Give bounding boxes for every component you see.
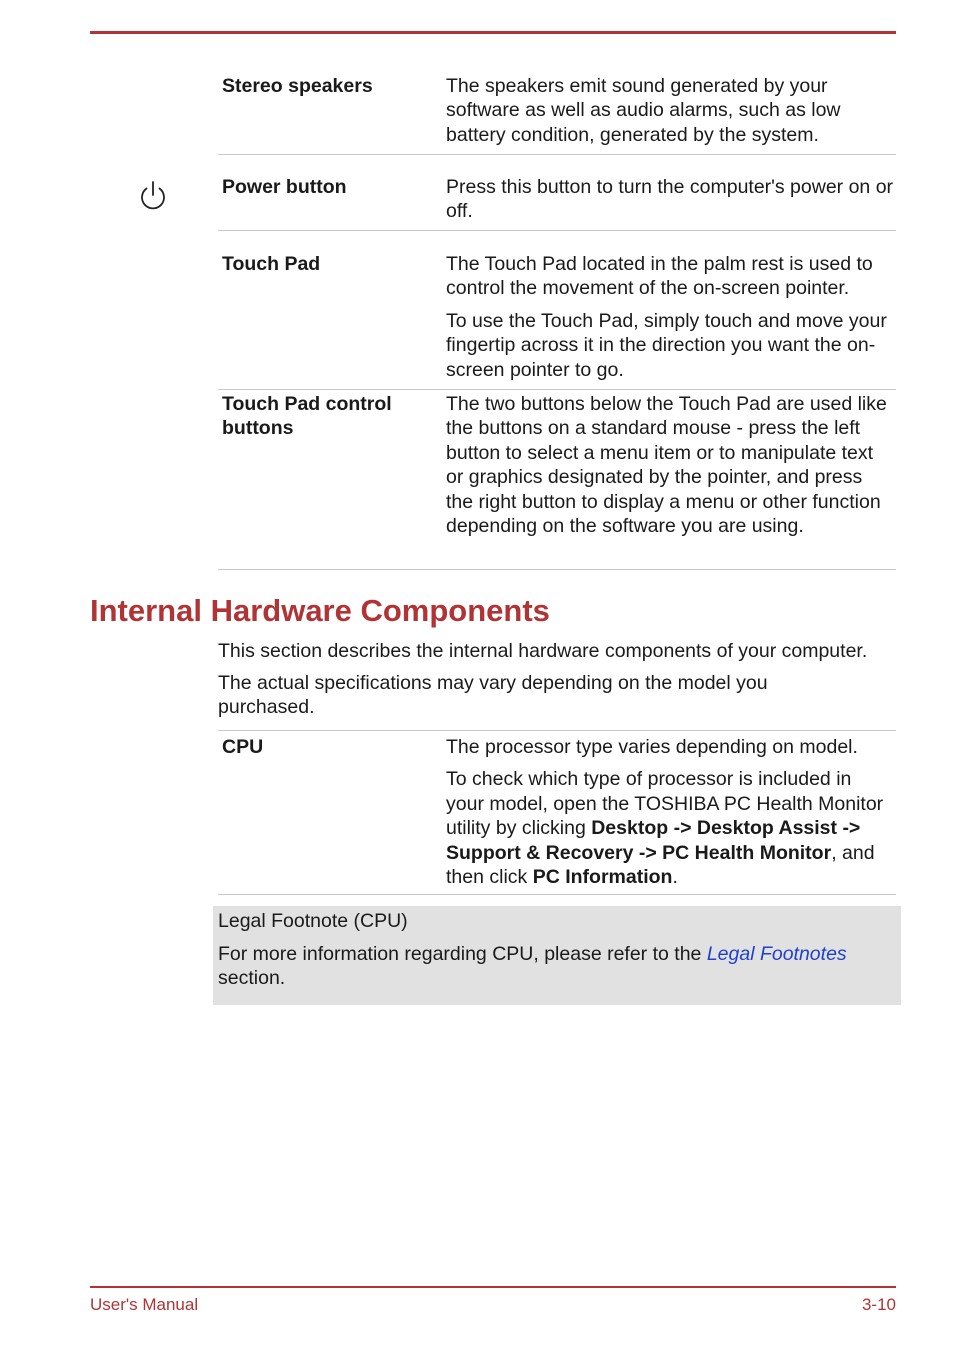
table-row [218,74,896,155]
legal-footnotes-link[interactable]: Legal Footnotes [706,943,847,965]
row-description-text: The two buttons below the Touch Pad are used like the buttons on a standard mouse - press the left button to select a menu item or to manipulate text or graphics designated by the pointer, and press the right button to display a menu or other function depending on the software you are using. [446,393,887,538]
row-description-text [446,767,894,889]
page-number: 3-10 [861,1295,896,1314]
text-span: For more information regarding CPU, please refer to the [218,943,707,965]
text-span: To check which type of processor is included in your model, open the TOSHIBA PC Health Monitor utility by clicking [446,768,884,840]
text-span: . [672,866,678,889]
section-paragraph: This section describes the internal hardware components of your computer. [218,640,868,662]
note-text [218,942,888,991]
legal-note-box [213,906,901,1005]
row-term: Touch Pad [222,253,321,275]
menu-path: Desktop -> Desktop Assist -> Support & Recovery -> PC Health Monitor [446,817,861,864]
row-description-text: To use the Touch Pad, simply touch and move your fingertip across it in the direction you want the on-screen pointer to go. [446,309,887,381]
header-rule [90,31,896,34]
row-description [446,252,894,382]
cpu-table [218,730,896,895]
section-heading: Internal Hardware Components [90,593,550,628]
row-description [446,735,894,889]
row-term: Power button [222,176,347,198]
row-description [446,74,894,147]
section-paragraph: The actual specifications may vary depending on the model you purchased. [218,672,768,719]
table-row [218,231,896,390]
note-title: Legal Footnote (CPU) [218,910,408,932]
menu-item-name: PC Information [532,866,673,889]
power-icon [138,180,168,212]
footer-rule [90,1286,896,1288]
table-row [218,155,896,231]
table-row [218,390,896,570]
row-term: CPU [222,736,264,758]
row-term: Touch Pad control buttons [222,393,392,440]
row-description-text: The Touch Pad located in the palm rest is used to control the movement of the on-screen pointer. [446,253,873,300]
table-row [218,731,896,895]
text-span: section. [218,967,286,990]
row-description-text: Press this button to turn the computer's power on or off. [446,176,894,223]
row-description-text: The speakers emit sound generated by your software as well as audio alarms, such as low battery condition, generated by the system. [446,75,841,146]
components-table [218,74,896,570]
footer-title: User's Manual [90,1295,199,1314]
row-description-text: The processor type varies depending on model. [446,736,858,758]
row-description [446,392,894,538]
row-term: Stereo speakers [222,75,373,97]
row-description [446,175,894,224]
text-span: , and then click [446,841,875,889]
